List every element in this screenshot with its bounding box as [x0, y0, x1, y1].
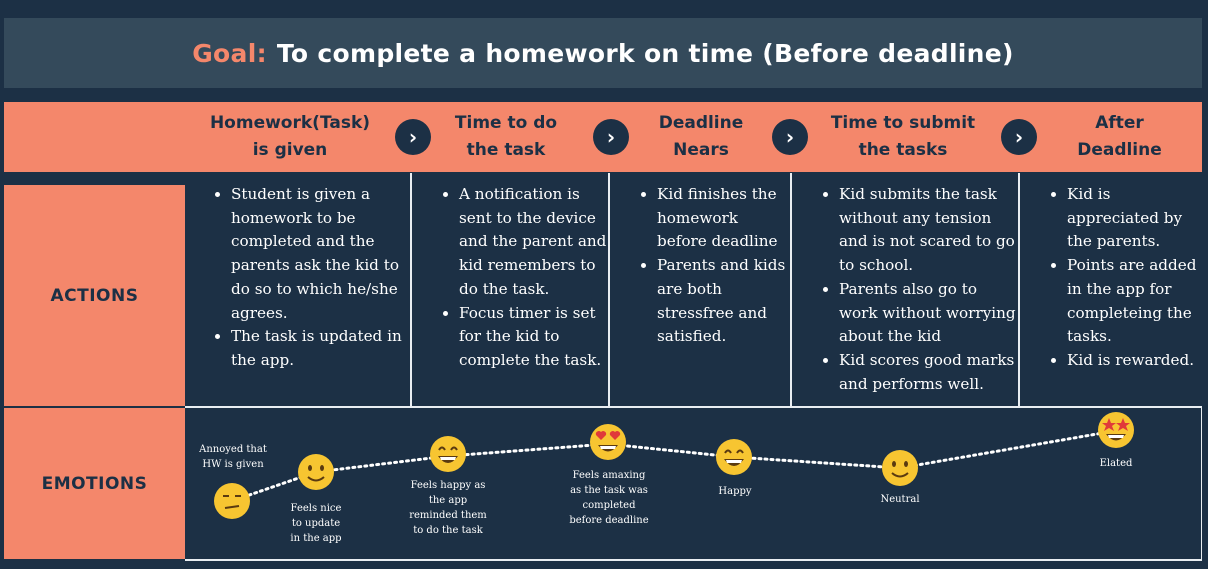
chevron-right-icon: › — [772, 119, 808, 155]
stage-bar — [4, 102, 1202, 172]
action-item: • Focus timer is set for the kid to complete the task. — [459, 302, 609, 373]
stage-homework-given: Homework(Task) is given — [209, 113, 371, 160]
actions-row-label: ACTIONS — [4, 185, 185, 406]
grinning-face-icon — [430, 436, 466, 472]
bottom-border — [185, 559, 1202, 561]
action-item: • The task is updated in the app. — [231, 325, 411, 372]
goal-text: To complete a homework on time (Before deadline) — [276, 38, 1014, 68]
emotions-row-label: EMOTIONS — [4, 408, 185, 559]
emotion-trend-line — [232, 430, 1120, 501]
actions-cell-5 — [1021, 173, 1202, 406]
column-divider — [608, 173, 610, 408]
emotions-area — [186, 408, 1202, 560]
action-item: • Kid finishes the homework before deadline — [657, 183, 791, 254]
stage-after-deadline: After Deadline — [1077, 113, 1162, 160]
action-item: • Kid is rewarded. — [1067, 349, 1202, 373]
action-item: • Parents also go to work without worrying about the kid — [839, 278, 1019, 349]
emotion-label: Neutral — [880, 494, 920, 505]
chevron-right-icon: › — [1001, 119, 1037, 155]
smiling-face-icon — [298, 454, 334, 490]
actions-cell-4 — [793, 173, 1019, 406]
stage-time-to-do: Time to do the task — [454, 113, 558, 160]
stage-time-to-submit: Time to submit the tasks — [830, 113, 976, 160]
emotion-label: Feels amaxing as the task was completed before deadline — [569, 470, 649, 526]
action-item: • Parents and kids are both stressfree and satisfied. — [657, 254, 791, 349]
chevron-right-icon: › — [395, 119, 431, 155]
actions-grid — [185, 173, 1202, 406]
heart-eyes-face-icon — [590, 424, 626, 460]
smiling-face-icon — [882, 450, 918, 486]
annoyed-face-icon — [214, 483, 250, 519]
action-item: • Kid scores good marks and performs well. — [839, 349, 1019, 396]
action-item: • Points are added in the app for completeing the tasks. — [1067, 254, 1202, 349]
grinning-face-icon — [716, 439, 752, 475]
star-struck-face-icon — [1098, 412, 1134, 448]
emotion-label: Annoyed that HW is given — [199, 444, 267, 470]
emotion-label: Happy — [718, 486, 752, 497]
column-divider — [790, 173, 792, 408]
emotion-label: Elated — [1099, 458, 1133, 469]
column-divider — [410, 173, 412, 408]
actions-cell-1 — [185, 173, 411, 406]
goal-prefix: Goal: — [192, 38, 267, 68]
action-item: • A notification is sent to the device and the parent and kid remembers to do the task. — [459, 183, 609, 302]
stage-deadline-nears: Deadline Nears — [658, 113, 744, 160]
emotion-label: Feels happy as the app reminded them to do the task — [409, 480, 487, 536]
actions-cell-2 — [413, 173, 609, 406]
goal-banner — [4, 18, 1202, 88]
emotion-label: Feels nice to update in the app — [290, 503, 342, 544]
column-divider — [1018, 173, 1020, 408]
action-item: • Kid is appreciated by the parents. — [1067, 183, 1202, 254]
action-item: • Student is given a homework to be completed and the parents ask the kid to do so to which he/she agrees. — [231, 183, 411, 325]
actions-cell-3 — [611, 173, 791, 406]
action-item: • Kid submits the task without any tension and is not scared to go to school. — [839, 183, 1019, 278]
chevron-right-icon: › — [593, 119, 629, 155]
